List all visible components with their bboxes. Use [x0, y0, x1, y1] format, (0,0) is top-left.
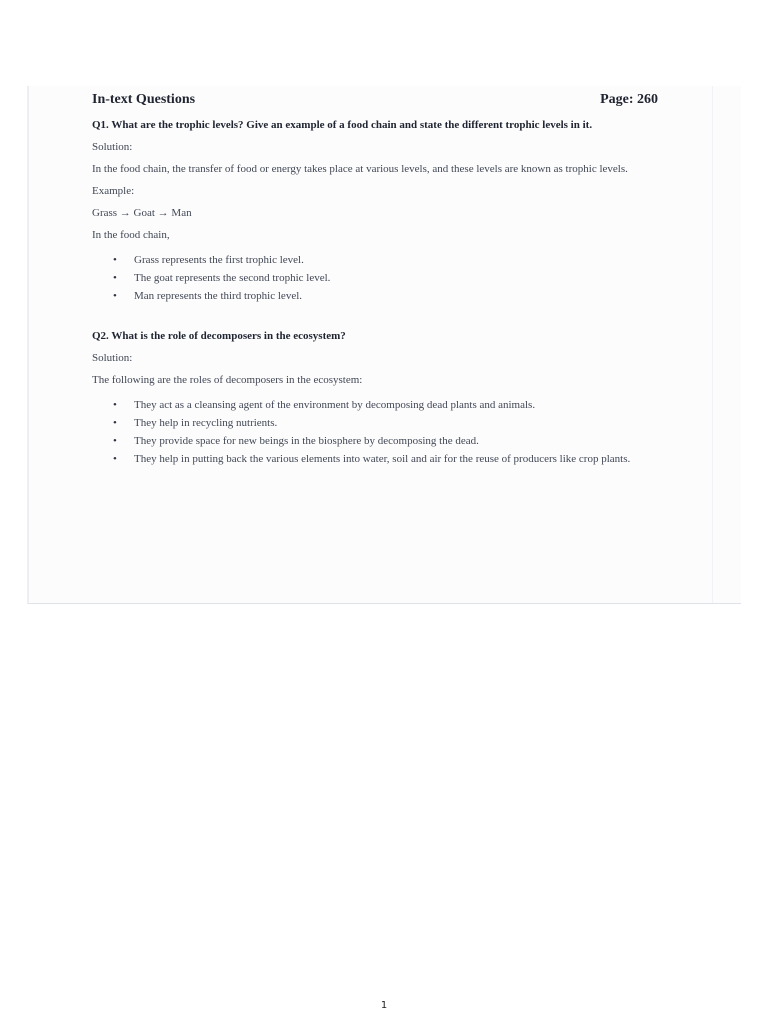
q2-bullet-list	[92, 399, 658, 466]
q1-example-label: Example:	[92, 185, 135, 197]
q1-lead-in: In the food chain,	[92, 229, 170, 241]
list-item: • The goat represents the second trophic level.	[134, 272, 658, 285]
list-item: • They help in putting back the various elements into water, soil and air for the reuse of producers like crop plants.	[134, 453, 658, 466]
q1-bullet-list	[92, 254, 658, 303]
list-item: • They provide space for new beings in the biosphere by decomposing the dead.	[134, 435, 658, 448]
q2-intro: The following are the roles of decomposers in the ecosystem:	[92, 374, 363, 386]
footer-page-number: 1	[380, 1000, 388, 1011]
list-item: • They act as a cleansing agent of the environment by decomposing dead plants and animals.	[134, 399, 658, 412]
section-title: In-text Questions	[92, 92, 196, 107]
document-content	[92, 92, 658, 471]
page-label: Page: 260	[600, 92, 658, 107]
q2-question: Q2. What is the role of decomposers in the ecosystem?	[92, 330, 346, 342]
q1-solution-label: Solution:	[92, 141, 133, 153]
list-item: • Grass represents the first trophic level.	[134, 254, 658, 267]
list-item: • They help in recycling nutrients.	[134, 417, 658, 430]
q1-intro: In the food chain, the transfer of food or energy takes place at various levels, and these levels are known as trophic levels.	[92, 163, 628, 175]
header-row	[92, 92, 658, 108]
q2-solution-label: Solution:	[92, 352, 133, 364]
q1-example-chain: Grass → Goat → Man	[92, 207, 192, 219]
list-item: • Man represents the third trophic level.	[134, 290, 658, 303]
q1-question: Q1. What are the trophic levels? Give an example of a food chain and state the different trophic levels in it.	[92, 119, 593, 131]
